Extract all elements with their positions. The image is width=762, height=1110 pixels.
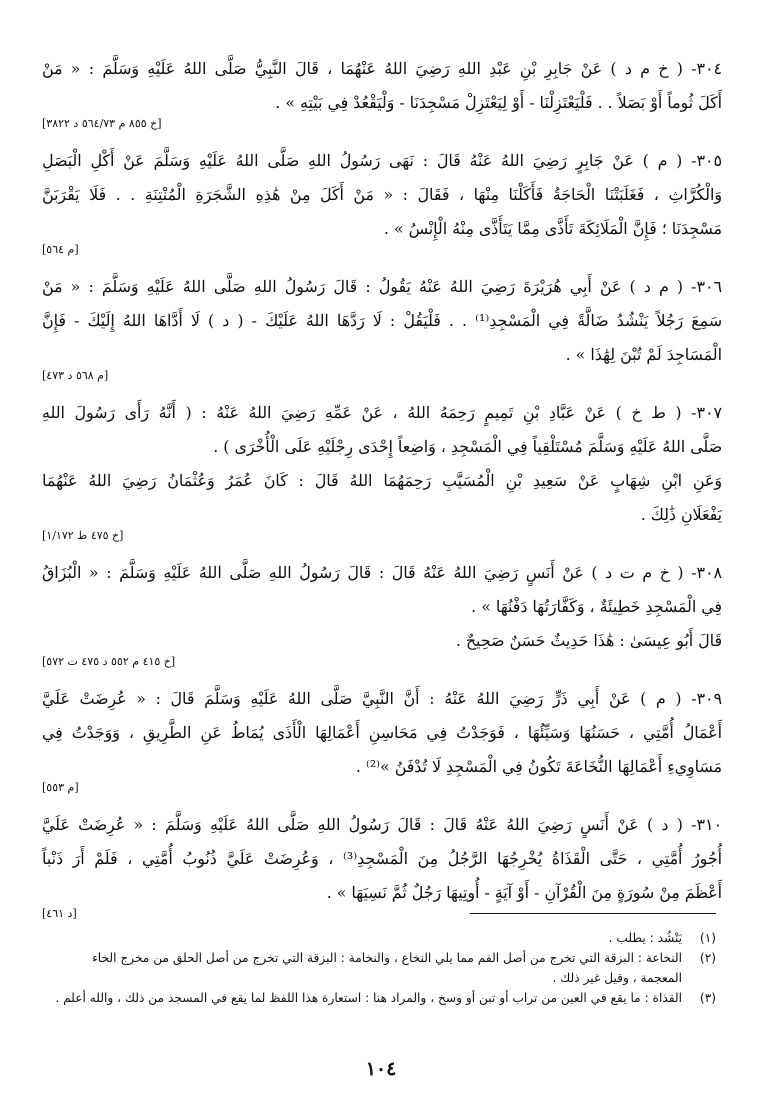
hadith-entry-308 bbox=[42, 556, 722, 670]
hadith-line: ٣١٠- ( د ) عَنْ أَنَسٍ رَضِيَ اللهُ عَنْهُ قَالَ : قَالَ رَسُولُ اللهِ صَلَّى اللهُ عَلَيْهِ وَسَلَّمَ : « عُرِضَتْ عَلَيَّ bbox=[42, 815, 722, 834]
source-reference: [م ٥٦٤] bbox=[42, 243, 79, 256]
hadith-line: يَفْعَلَانِ ذَٰلِكَ . bbox=[640, 505, 722, 524]
hadith-line: فِي الْمَسْجِدِ خَطِيئَةٌ ، وَكَفَّارَتُهَا دَفْنُهَا » . bbox=[471, 597, 722, 616]
footnote-1 bbox=[42, 928, 716, 948]
source-reference: [خ ٤١٥ م ٥٥٢ د ٤٧٥ ت ٥٧٢] bbox=[42, 655, 176, 668]
hadith-line: وَالْكُرَّاثِ ، فَغَلَبَتْنَا الْحَاجَةُ فَأَكَلْنَا مِنْهَا ، فَقَالَ : « مَنْ أَكَلَ مِنْ هَٰذِهِ الشَّجَرَةِ الْمُنْتِنَةِ . . فَلَا يَقْرَبَنَّ bbox=[42, 185, 722, 204]
hadith-entry-310 bbox=[42, 808, 722, 922]
source-reference: [د ٤٦١] bbox=[42, 907, 77, 920]
footnote-3 bbox=[42, 988, 716, 1008]
hadith-line: أَكَلَ ثُوماً أَوْ بَصَلاً . . فَلْيَعْتَزِلْنَا - أَوْ لِيَعْتَزِلْ مَسْجِدَنَا - وَلْيَقْعُدْ فِي بَيْتِهِ » . bbox=[275, 93, 722, 112]
hadith-line: ٣٠٩- ( م ) عَنْ أَبِي ذَرٍّ رَضِيَ اللهُ عَنْهُ : أَنَّ النَّبِيَّ صَلَّى اللهُ عَلَيْهِ وَسَلَّمَ قَالَ : « عُرِضَتْ عَلَيَّ bbox=[42, 689, 722, 708]
hadith-line: الْمَسَاجِدَ لَمْ تُبْنَ لِهَٰذَا » . bbox=[565, 345, 722, 364]
footnote-number: (٢) bbox=[699, 951, 716, 965]
hadith-line: أَعْمَالُ أُمَّتِي ، حَسَنُهَا وَسَيِّئُهَا ، فَوَجَدْتُ فِي مَحَاسِنِ أَعْمَالِهَا الْأَذَى يُمَاطُ عَنِ الطَّرِيقِ ، وَوَجَدْتُ فِي bbox=[42, 723, 722, 742]
hadith-line: ٣٠٧- ( ط خ ) عَنْ عَبَّادِ بْنِ تَمِيمٍ رَحِمَهُ اللهُ ، عَنْ عَمِّهِ رَضِيَ اللهُ عَنْهُ : ( أَنَّهُ رَأَى رَسُولَ اللهِ bbox=[42, 403, 722, 422]
source-reference: [م ٥٦٨ د ٤٧٣] bbox=[42, 369, 109, 382]
main-text bbox=[42, 52, 722, 934]
hadith-entry-307 bbox=[42, 396, 722, 544]
footnote-divider bbox=[470, 913, 716, 914]
footnote-text: المعجمة ، وقيل غير ذلك . bbox=[552, 971, 682, 985]
hadith-entry-305 bbox=[42, 144, 722, 258]
hadith-entry-304 bbox=[42, 52, 722, 132]
hadith-line: ٣٠٥- ( م ) عَنْ جَابِرٍ رَضِيَ اللهُ عَنْهُ قَالَ : نَهَى رَسُولُ اللهِ صَلَّى اللهُ عَلَيْهِ وَسَلَّمَ عَنْ أَكْلِ الْبَصَلِ bbox=[42, 151, 722, 170]
hadith-entry-306 bbox=[42, 270, 722, 384]
source-reference: [خ ٨٥٥ م ٥٦٤/٧٣ د ٣٨٢٢] bbox=[42, 117, 162, 130]
source-reference: [خ ٤٧٥ ط ١/١٧٢] bbox=[42, 529, 124, 542]
hadith-line: ٣٠٤- ( خ م د ) عَنْ جَابِرِ بْنِ عَبْدِ اللهِ رَضِيَ اللهُ عَنْهُمَا ، قَالَ النَّبِيُّ صَلَّى اللهُ عَلَيْهِ وَسَلَّمَ : « مَنْ bbox=[42, 59, 722, 78]
footnote-text: القذاة : ما يقع في العين من تراب أو تبن أو وسخ ، والمراد هنا : استعارة هذا اللفظ لما يقع في المسجد من ذلك ، والله أعلم . bbox=[55, 991, 682, 1005]
footnote-text: النخاعة : البزقة التي تخرج من أصل الفم مما يلي النخاع ، والنخامة : البزقة التي تخرج من أصل الحلق من مخرج الخاء bbox=[92, 951, 682, 965]
hadith-line: مَسَاوِيءِ أَعْمَالِهَا النُّخَاعَةَ تَكُونُ فِي الْمَسْجِدِ لَا تُدْفَنُ »⁽²⁾ . bbox=[355, 757, 722, 776]
footnote-number: (١) bbox=[699, 931, 716, 945]
hadith-line: مَسْجِدَنَا ؛ فَإِنَّ الْمَلَائِكَةَ تَأَذَّى مِمَّا يَتَأَذَّى مِنْهُ الْإِنْسُ » . bbox=[383, 219, 722, 238]
footnote-2 bbox=[42, 948, 716, 968]
hadith-line: ٣٠٨- ( خ م ت د ) عَنْ أَنَسٍ رَضِيَ اللهُ عَنْهُ قَالَ : قَالَ رَسُولُ اللهِ صَلَّى اللهُ عَلَيْهِ وَسَلَّمَ : « الْبُزَاقُ bbox=[42, 563, 722, 582]
source-reference: [م ٥٥٣] bbox=[42, 781, 79, 794]
hadith-line: أَعْظَمَ مِنْ سُورَةٍ مِنَ الْقُرْآنِ - أَوْ آيَةٍ - أُوتِيهَا رَجُلٌ ثُمَّ نَسِيَهَا » . bbox=[326, 883, 722, 902]
hadith-line: صَلَّى اللهُ عَلَيْهِ وَسَلَّمَ مُسْتَلْقِياً فِي الْمَسْجِدِ ، وَاضِعاً إِحْدَى رِجْلَيْهِ عَلَى الْأُخْرَى ) . bbox=[213, 437, 722, 456]
footnote-number: (٣) bbox=[699, 991, 716, 1005]
footnote-text: يَنْشُد : يطلب . bbox=[608, 931, 682, 945]
footnotes bbox=[42, 928, 716, 1008]
hadith-entry-309 bbox=[42, 682, 722, 796]
hadith-line: أُجُورُ أُمَّتِي ، حَتَّى الْقَذَاةُ يُخْرِجُهَا الرَّجُلُ مِنَ الْمَسْجِدِ⁽³⁾ ، وَعُرِضَتْ عَلَيَّ ذُنُوبُ أُمَّتِي ، فَلَمْ أَرَ ذَنْباً bbox=[42, 849, 722, 868]
hadith-line: وَعَنِ ابْنِ شِهَابٍ عَنْ سَعِيدِ بْنِ الْمُسَيَّبِ رَحِمَهُمَا اللهُ قَالَ : كَانَ عُمَرُ وَعُثْمَانُ رَضِيَ اللهُ عَنْهُمَا bbox=[42, 471, 722, 490]
page-number: ١٠٤ bbox=[365, 1058, 397, 1080]
hadith-line: قَالَ أَبُو عِيسَىٰ : هَٰذَا حَدِيثٌ حَسَنٌ صَحِيحٌ . bbox=[455, 631, 722, 650]
hadith-line: ٣٠٦- ( م د ) عَنْ أَبِي هُرَيْرَةَ رَضِيَ اللهُ عَنْهُ يَقُولُ : قَالَ رَسُولُ اللهِ صَلَّى اللهُ عَلَيْهِ وَسَلَّمَ : « مَنْ bbox=[42, 277, 722, 296]
hadith-line: سَمِعَ رَجُلاً يَنْشُدُ ضَالَّةً فِي الْمَسْجِدِ⁽¹⁾ . . فَلْيَقُلْ : لَا رَدَّهَا اللهُ عَلَيْكَ - ( د ) لَا أَدَّاهَا اللهُ إِلَيْكَ - فَإِنَّ bbox=[42, 311, 723, 330]
